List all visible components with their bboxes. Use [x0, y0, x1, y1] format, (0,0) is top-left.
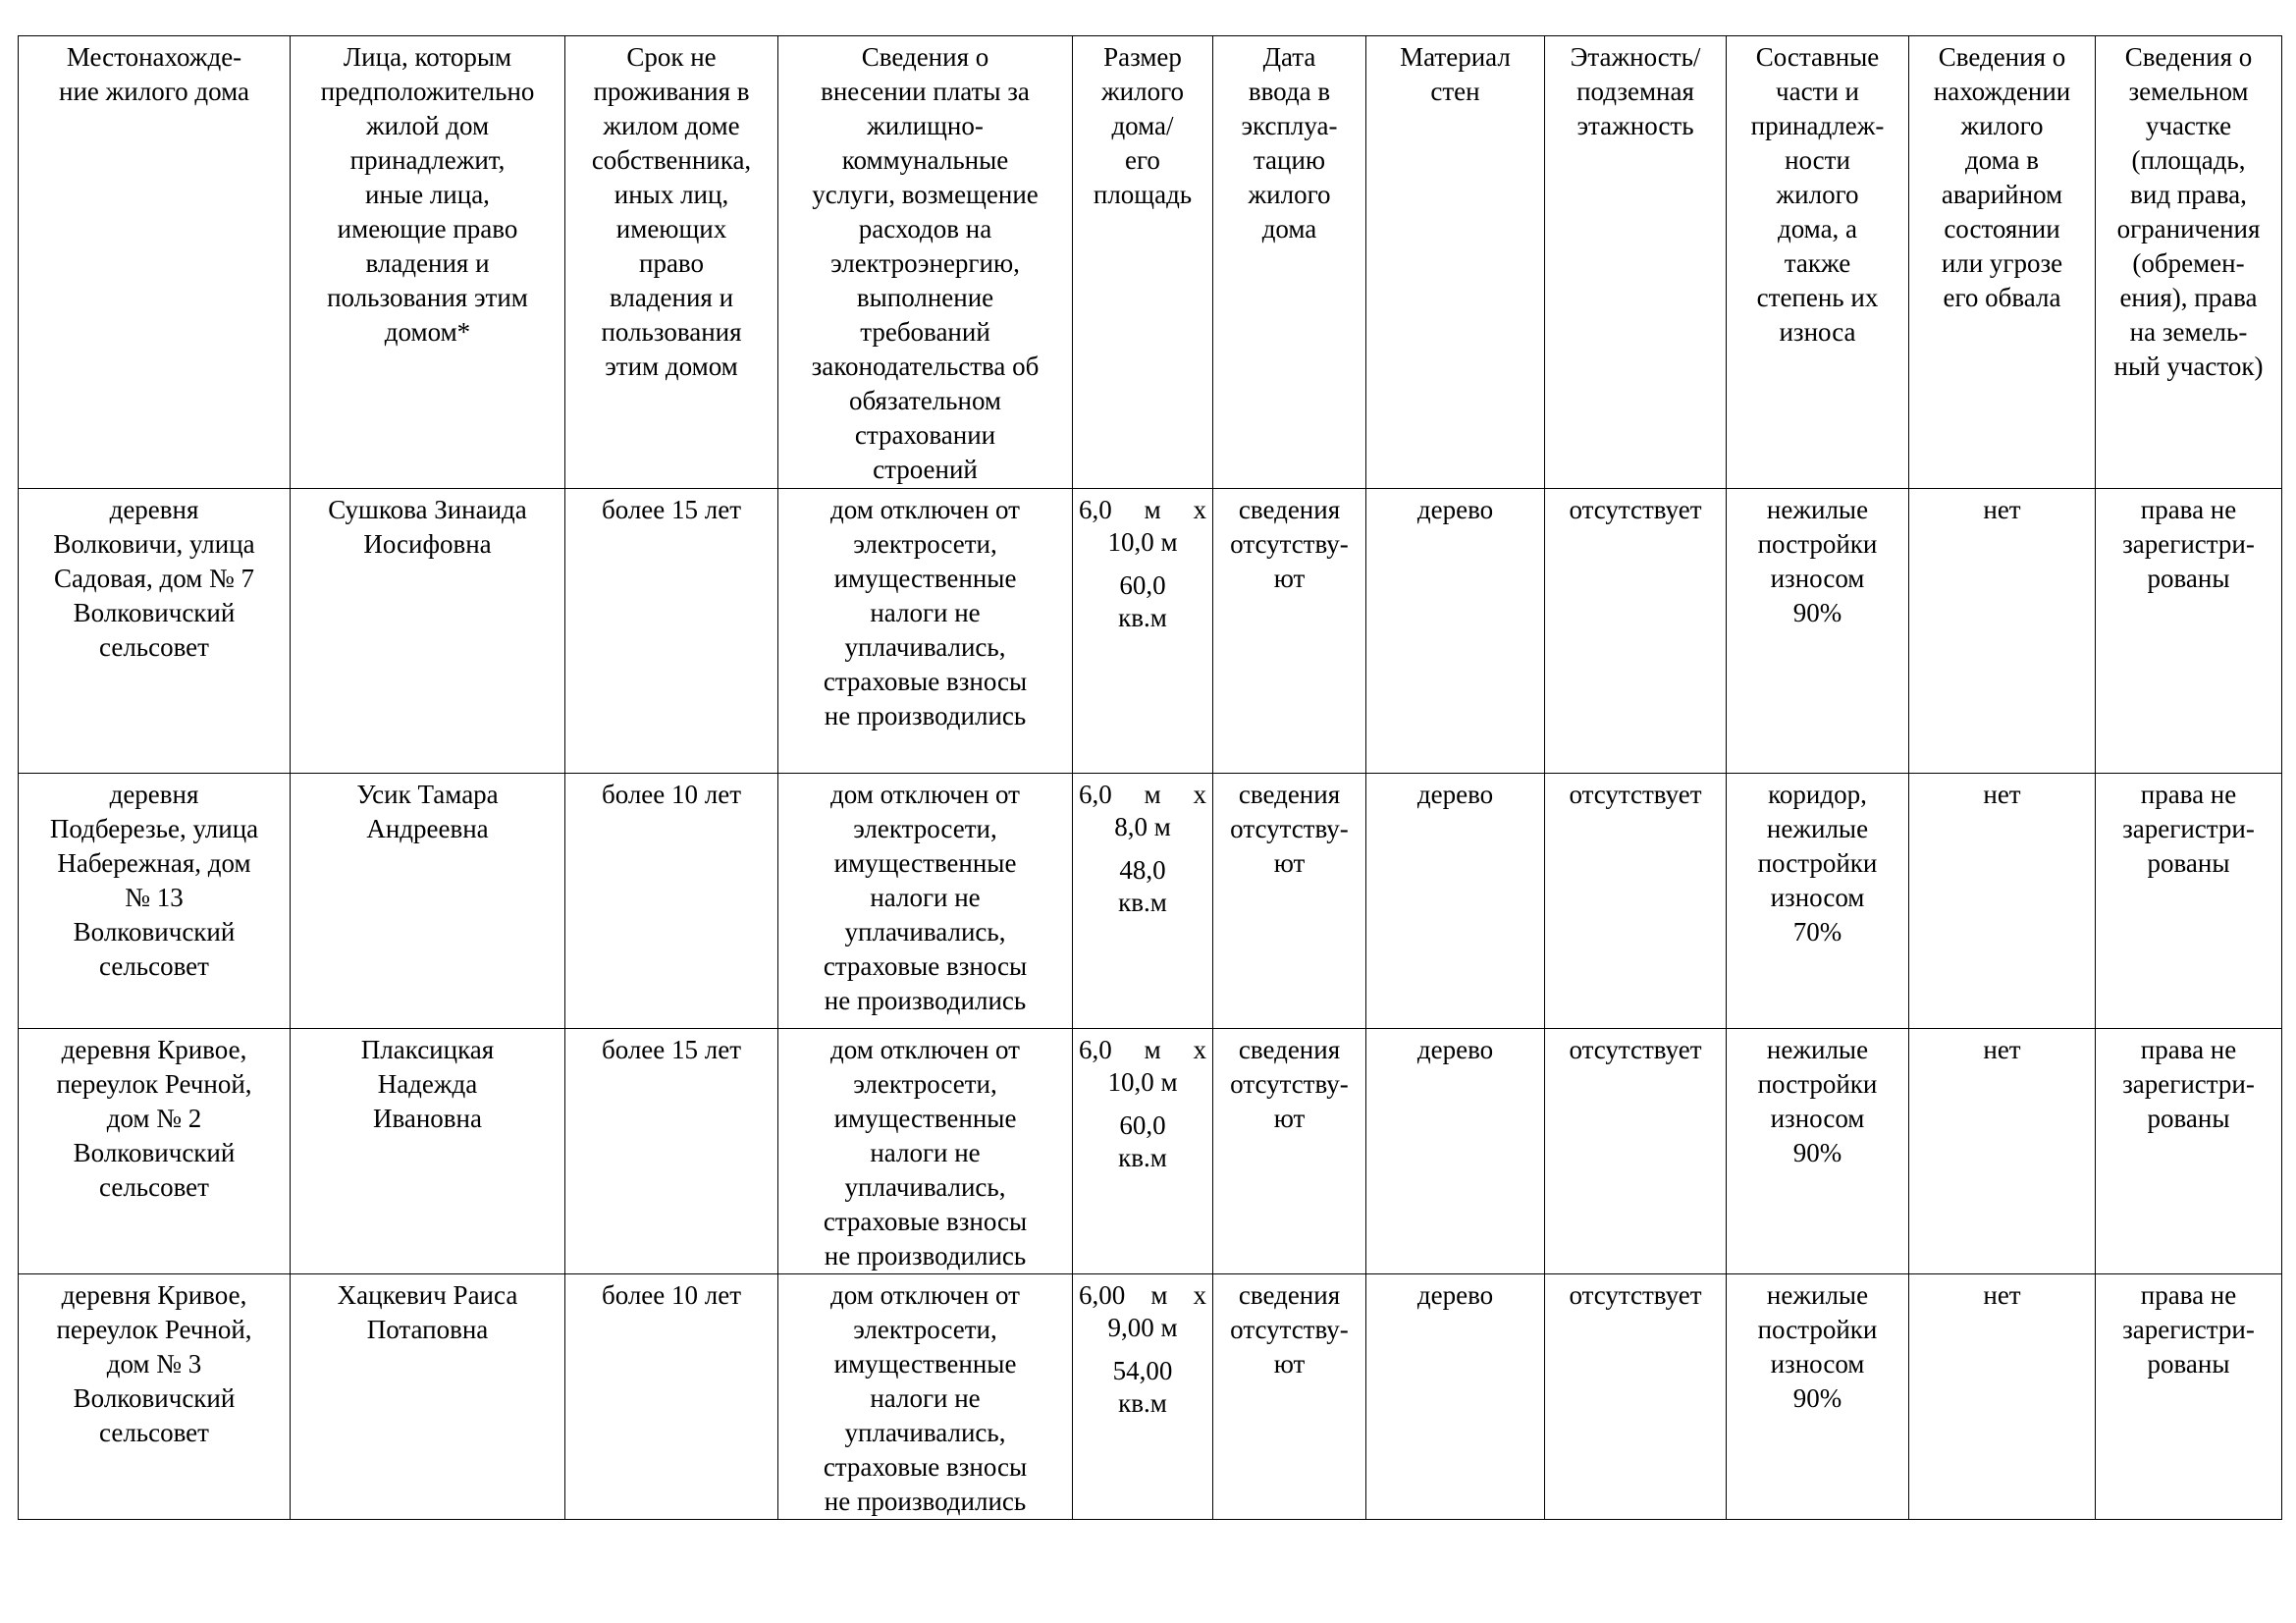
cell-payments: дом отключен от электросети, имущественные налоги не уплачивались, страховые взносы не производились	[778, 489, 1073, 774]
cell-persons: Усик Тамара Андреевна	[291, 774, 565, 1029]
cell-payments: дом отключен от электросети, имущественные налоги не уплачивались, страховые взносы не производились	[778, 774, 1073, 1029]
cell-location: деревня Кривое, переулок Речной, дом № 3 Волковичский сельсовет	[19, 1274, 291, 1520]
cell-floors: отсутствует	[1545, 489, 1727, 774]
cell-size	[1073, 774, 1213, 1029]
cell-floors: отсутствует	[1545, 774, 1727, 1029]
cell-persons: Сушкова Зинаида Иосифовна	[291, 489, 565, 774]
size-dimensions: 6,00 м х	[1079, 1280, 1206, 1310]
cell-date: сведения отсутству- ют	[1213, 489, 1366, 774]
cell-land: права не зарегистри- рованы	[2096, 774, 2282, 1029]
cell-parts: нежилые постройки износом 90%	[1727, 489, 1909, 774]
header-size: Размер жилого дома/ его площадь	[1073, 36, 1213, 489]
size-area: 60,0	[1119, 1110, 1166, 1140]
cell-emergency: нет	[1909, 1274, 2096, 1520]
header-parts: Составные части и принадлеж- ности жилого дома, а также степень их износа	[1727, 36, 1909, 489]
cell-land: права не зарегистри- рованы	[2096, 1029, 2282, 1274]
size-dimensions: 6,0 м х	[1079, 1035, 1206, 1064]
cell-emergency: нет	[1909, 774, 2096, 1029]
cell-parts: нежилые постройки износом 90%	[1727, 1029, 1909, 1274]
cell-term: более 15 лет	[565, 1029, 778, 1274]
cell-payments: дом отключен от электросети, имущественные налоги не уплачивались, страховые взносы не производились	[778, 1029, 1073, 1274]
cell-parts: коридор, нежилые постройки износом 70%	[1727, 774, 1909, 1029]
header-emergency: Сведения о нахождении жилого дома в аварийном состоянии или угрозе его обвала	[1909, 36, 2096, 489]
size-area: 48,0	[1119, 855, 1166, 885]
cell-material: дерево	[1366, 774, 1545, 1029]
header-land: Сведения о земельном участке (площадь, вид права, ограничения (обремен- ения), права на земель- ный участок)	[2096, 36, 2282, 489]
table-row	[19, 774, 2282, 1029]
cell-term: более 10 лет	[565, 1274, 778, 1520]
size-length: 10,0 м	[1107, 527, 1178, 557]
header-location: Местонахожде- ние жилого дома	[19, 36, 291, 489]
size-area-unit: кв.м	[1118, 888, 1167, 917]
cell-size	[1073, 1029, 1213, 1274]
cell-location: деревня Волковичи, улица Садовая, дом № 7 Волковичский сельсовет	[19, 489, 291, 774]
cell-emergency: нет	[1909, 489, 2096, 774]
cell-material: дерево	[1366, 1274, 1545, 1520]
cell-land: права не зарегистри- рованы	[2096, 1274, 2282, 1520]
cell-parts: нежилые постройки износом 90%	[1727, 1274, 1909, 1520]
header-floors: Этажность/ подземная этажность	[1545, 36, 1727, 489]
size-area: 54,00	[1112, 1356, 1173, 1385]
size-area-unit: кв.м	[1118, 603, 1167, 632]
header-row	[19, 36, 2282, 489]
size-length: 9,00 м	[1107, 1313, 1178, 1342]
cell-material: дерево	[1366, 1029, 1545, 1274]
cell-location: деревня Кривое, переулок Речной, дом № 2 Волковичский сельсовет	[19, 1029, 291, 1274]
cell-date: сведения отсутству- ют	[1213, 774, 1366, 1029]
cell-persons: Плаксицкая Надежда Ивановна	[291, 1029, 565, 1274]
cell-term: более 10 лет	[565, 774, 778, 1029]
cell-date: сведения отсутству- ют	[1213, 1029, 1366, 1274]
size-area-unit: кв.м	[1118, 1143, 1167, 1172]
cell-term: более 15 лет	[565, 489, 778, 774]
size-length: 8,0 м	[1114, 812, 1171, 841]
cell-floors: отсутствует	[1545, 1274, 1727, 1520]
cell-location: деревня Подберезье, улица Набережная, дом № 13 Волковичский сельсовет	[19, 774, 291, 1029]
cell-size	[1073, 1274, 1213, 1520]
cell-floors: отсутствует	[1545, 1029, 1727, 1274]
abandoned-houses-table	[18, 35, 2282, 1520]
cell-persons: Хацкевич Раиса Потаповна	[291, 1274, 565, 1520]
header-payments: Сведения о внесении платы за жилищно- коммунальные услуги, возмещение расходов на электроэнергию, выполнение требований законодательства об обязательном страховании строений	[778, 36, 1073, 489]
table-row	[19, 489, 2282, 774]
size-dimensions: 6,0 м х	[1079, 495, 1206, 524]
cell-date: сведения отсутству- ют	[1213, 1274, 1366, 1520]
header-term: Срок не проживания в жилом доме собственника, иных лиц, имеющих право владения и пользования этим домом	[565, 36, 778, 489]
cell-land: права не зарегистри- рованы	[2096, 489, 2282, 774]
size-area: 60,0	[1119, 570, 1166, 600]
size-area-unit: кв.м	[1118, 1388, 1167, 1418]
header-persons: Лица, которым предположительно жилой дом принадлежит, иные лица, имеющие право владения и пользования этим домом*	[291, 36, 565, 489]
table-row	[19, 1274, 2282, 1520]
cell-emergency: нет	[1909, 1029, 2096, 1274]
header-date: Дата ввода в эксплуа- тацию жилого дома	[1213, 36, 1366, 489]
size-length: 10,0 м	[1107, 1067, 1178, 1097]
cell-payments: дом отключен от электросети, имущественные налоги не уплачивались, страховые взносы не производились	[778, 1274, 1073, 1520]
table-row	[19, 1029, 2282, 1274]
cell-size	[1073, 489, 1213, 774]
size-dimensions: 6,0 м х	[1079, 780, 1206, 809]
cell-material: дерево	[1366, 489, 1545, 774]
header-material: Материал стен	[1366, 36, 1545, 489]
